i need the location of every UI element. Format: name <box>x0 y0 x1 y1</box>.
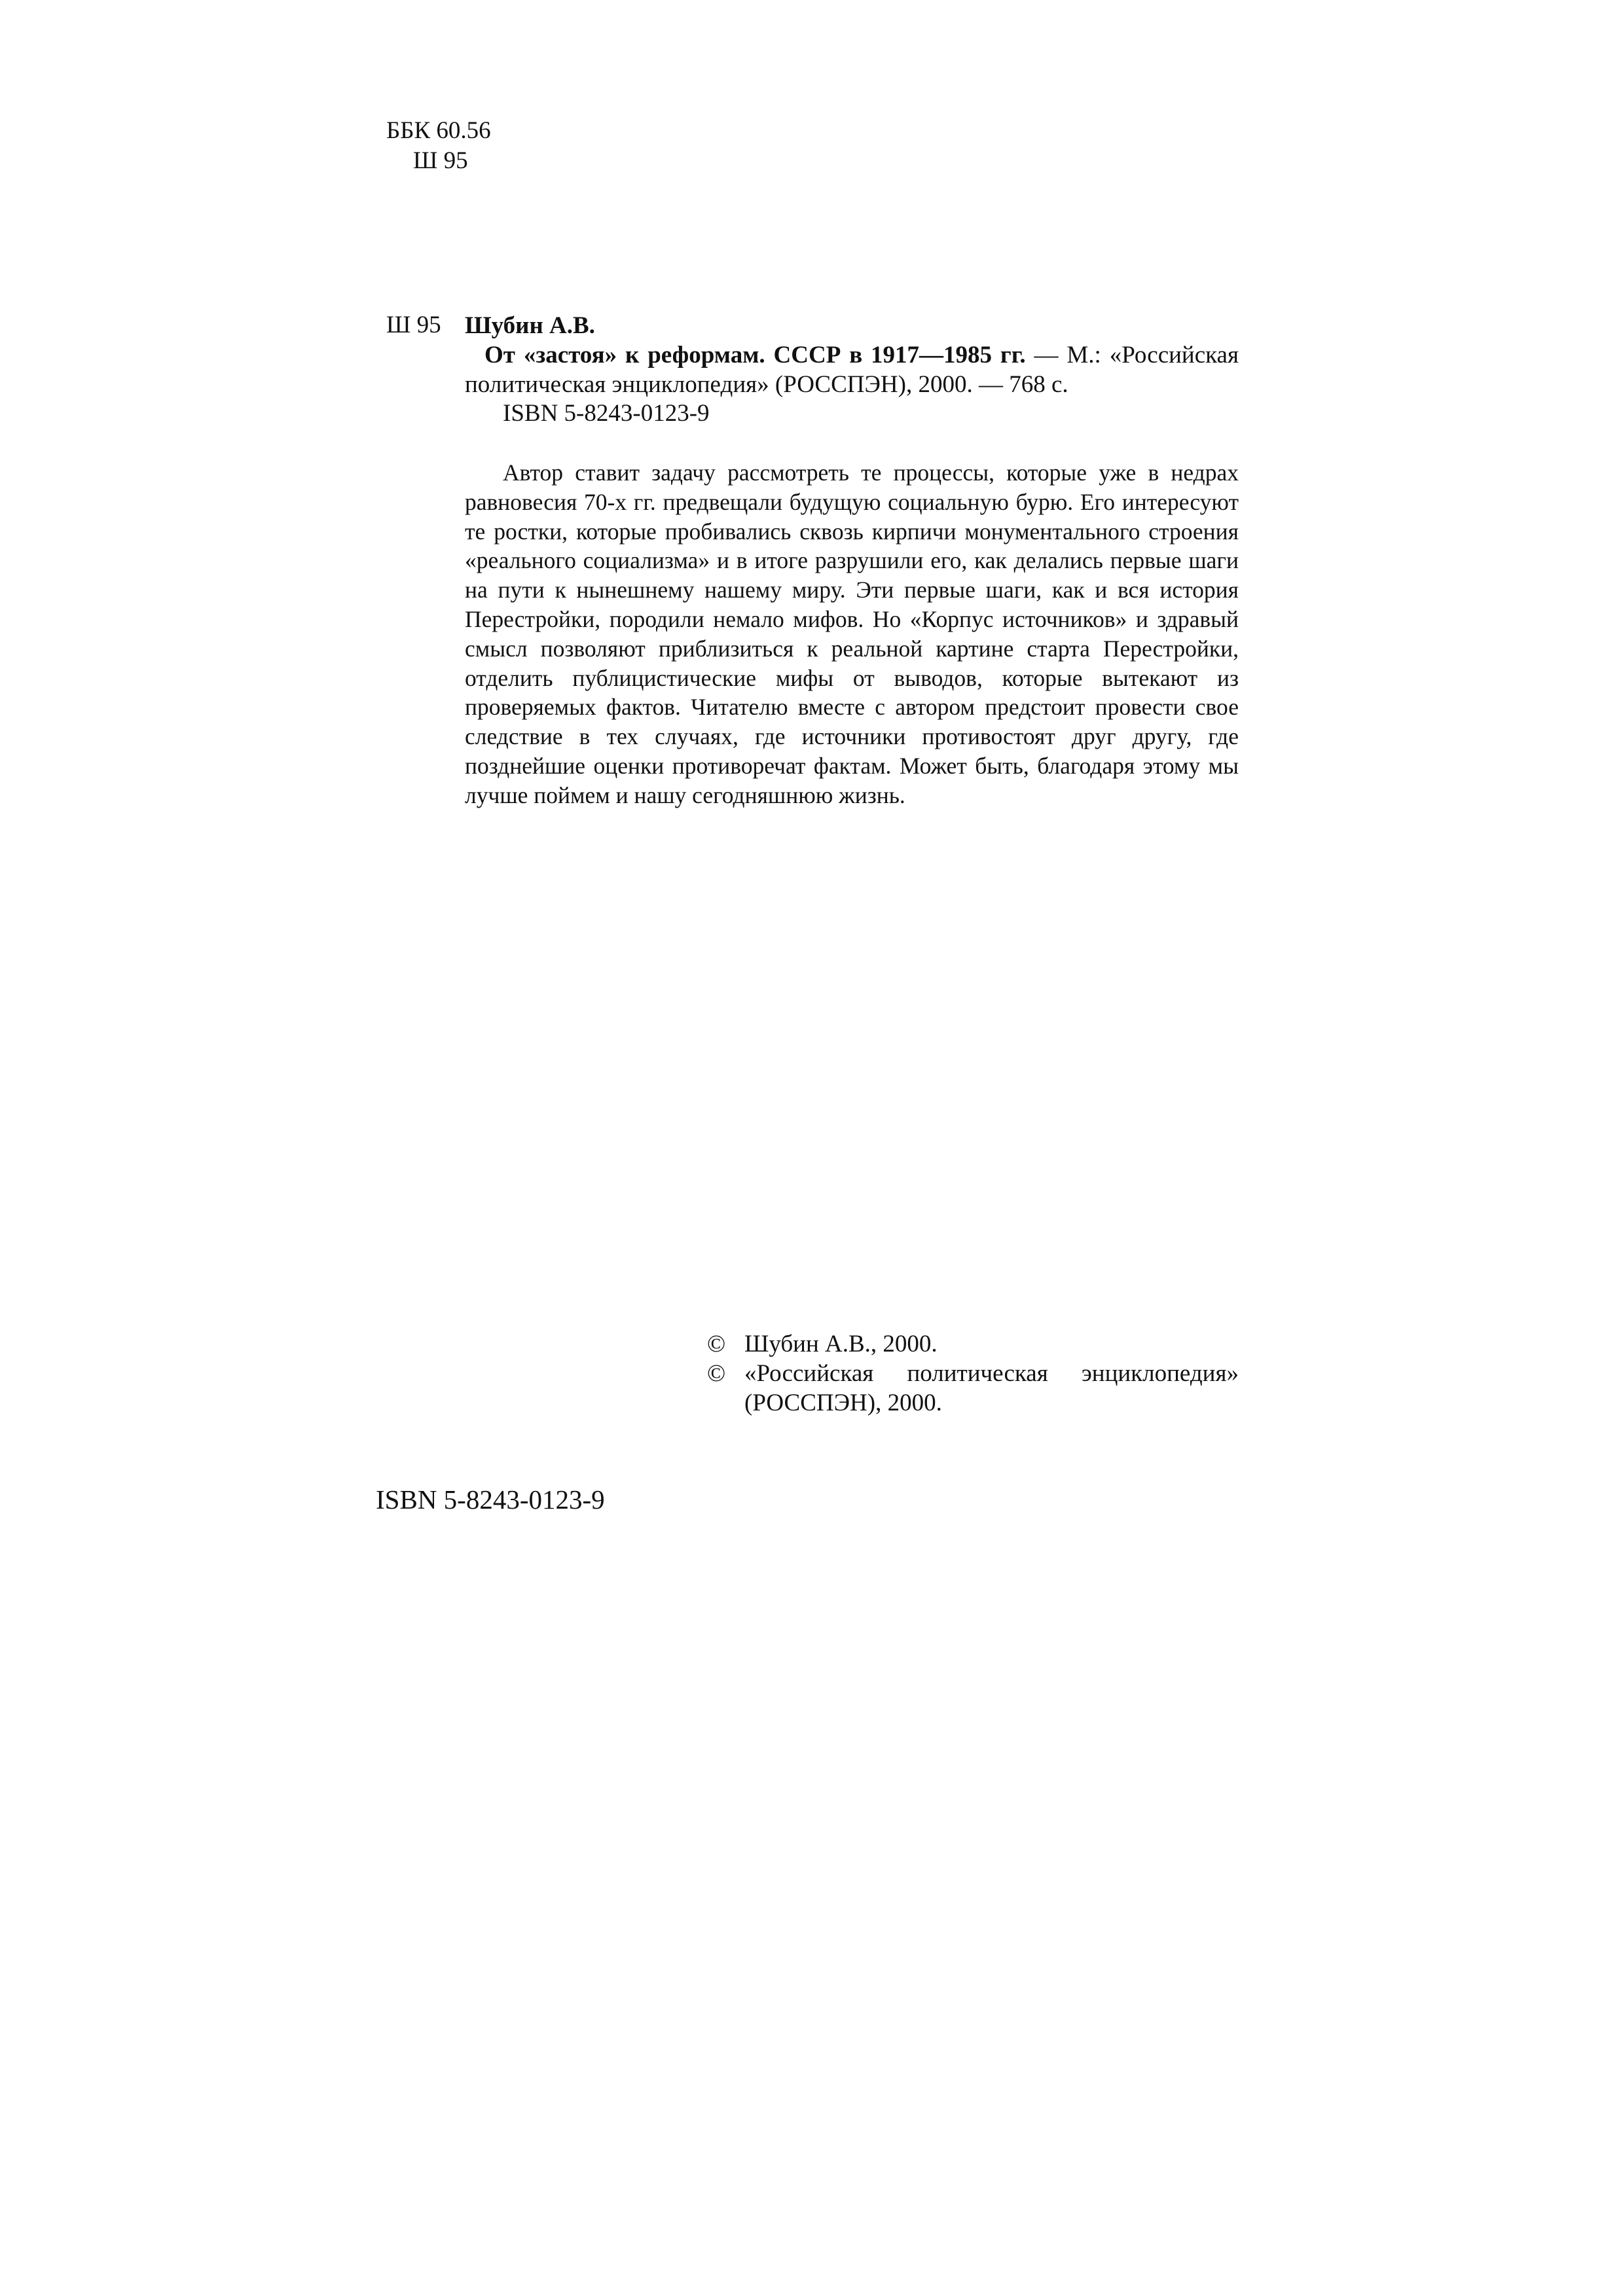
catalog-isbn: ISBN 5-8243-0123-9 <box>503 400 710 427</box>
bbk-author-mark: Ш 95 <box>413 147 468 174</box>
book-imprint: — М.: «Российская политическая энциклопедия» (РОССПЭН), 2000. — 768 с. <box>465 342 1239 398</box>
catalog-biblio <box>465 340 1239 399</box>
copyright-symbol: © <box>707 1360 726 1387</box>
copyright-publisher <box>707 1359 1239 1388</box>
copyright-publisher-cont: (РОССПЭН), 2000. <box>744 1390 942 1416</box>
isbn-bottom: ISBN 5-8243-0123-9 <box>376 1484 605 1515</box>
copyright-publisher-text: «Российская политическая энциклопедия» <box>744 1360 1239 1387</box>
copyright-author <box>707 1329 1239 1359</box>
copyright-author-text: Шубин А.В., 2000. <box>744 1331 938 1357</box>
catalog-author: Шубин А.В. <box>465 312 595 339</box>
annotation: Автор ставит задачу рассмотреть те процессы, которые уже в недрах равновесия 70-х гг. предвещали будущую социальную бурю. Его интересуют те ростки, которые пробивались сквозь кирпичи монументального строения «реального социализма» и в итоге разрушили его, как делались первые шаги на пути к нынешнему нашему миру. Эти первые шаги, как и вся история Перестройки, породили немало мифов. Но «Корпус источников» и здравый смысл позволяют приблизиться к реальной картине старта Перестройки, отделить публицистические мифы от выводов, которые вытекают из проверяемых фактов. Читателю вместе с автором предстоит провести свое следствие в тех случаях, где источники противостоят друг другу, где позднейшие оценки противоречат фактам. Может быть, благодаря этому мы лучше поймем и нашу сегодняшнюю жизнь. <box>465 459 1239 808</box>
catalog-index: Ш 95 <box>386 312 441 338</box>
book-title: От «застоя» к реформам. СССР в 1917—1985 гг. <box>484 342 1026 368</box>
copyright-block <box>707 1329 1239 1418</box>
bbk-code: ББК 60.56 <box>386 117 491 144</box>
copyright-symbol: © <box>707 1331 726 1357</box>
